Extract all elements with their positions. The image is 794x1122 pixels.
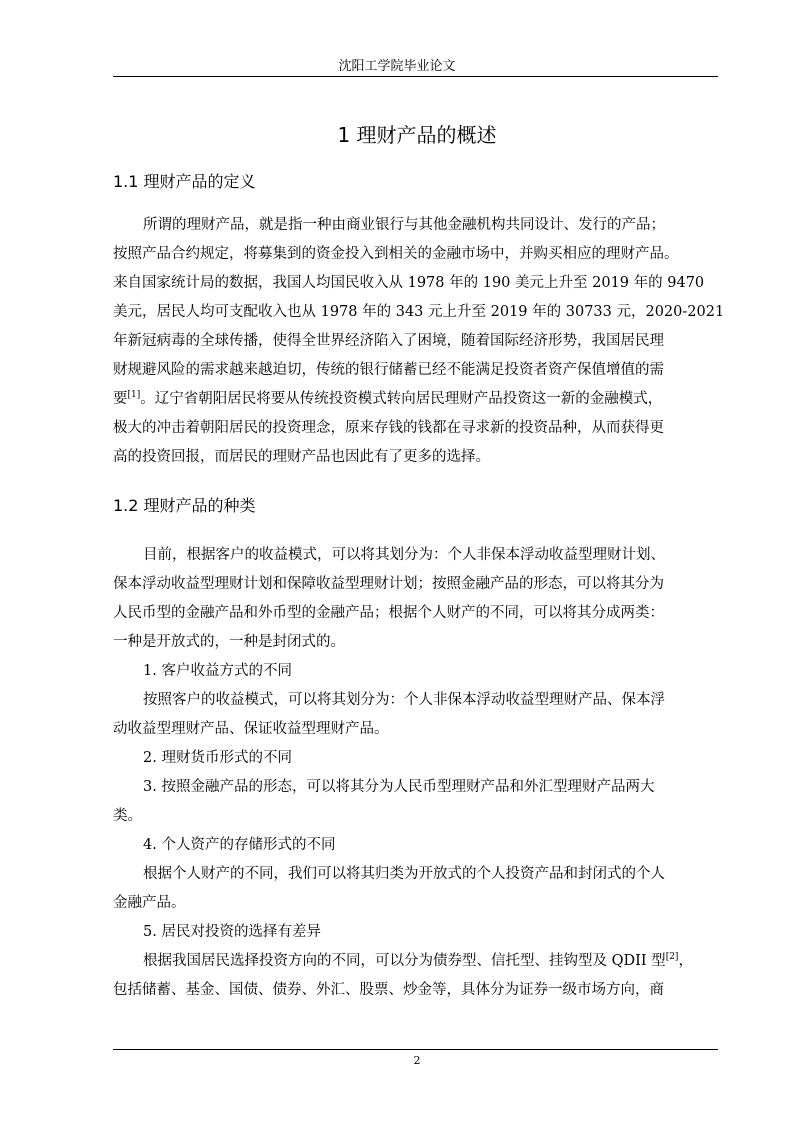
section-title-1-2: 1.2 理财产品的种类 xyxy=(113,496,256,515)
paragraph-line: 类。 xyxy=(113,808,142,824)
list-item-heading: 1. 客户收益方式的不同 xyxy=(143,663,292,679)
running-header: 沈阳工学院毕业论文 xyxy=(338,59,456,74)
paragraph-line: 美元，居民人均可支配收入也从 1978 年的 343 元上升至 2019 年的 30733 元，2020-2021 xyxy=(113,304,725,320)
paragraph-line: 极大的冲击着朝阳居民的投资理念，原来存钱的钱都在寻求新的投资品种，从而获得更 xyxy=(113,420,664,436)
section-1-2-body xyxy=(113,541,718,1005)
paragraph-line: 按照客户的收益模式，可以将其划分为：个人非保本浮动收益型理财产品、保本浮 xyxy=(143,692,665,708)
paragraph-line: 目前，根据客户的收益模式，可以将其划分为：个人非保本浮动收益型理财计划、 xyxy=(143,547,665,563)
list-item-heading: 5. 居民对投资的选择有差异 xyxy=(143,924,321,940)
paragraph-line: 根据个人财产的不同，我们可以将其归类为开放式的个人投资产品和封闭式的个人 xyxy=(143,866,665,882)
page-number: 2 xyxy=(413,1054,421,1067)
header-divider xyxy=(113,76,718,77)
paragraph-line: 保本浮动收益型理财计划和保障收益型理财计划；按照金融产品的形态，可以将其分为 xyxy=(113,576,664,592)
section-1-1-body xyxy=(113,211,725,472)
paragraph-line: 所谓的理财产品，就是指一种由商业银行与其他金融机构共同设计、发行的产品； xyxy=(143,217,665,233)
section-title-1-1: 1.1 理财产品的定义 xyxy=(113,172,256,191)
paragraph-line: 按照产品合约规定，将募集到的资金投入到相关的金融市场中，并购买相应的理财产品。 xyxy=(113,246,679,262)
chapter-title: 1 理财产品的概述 xyxy=(337,123,497,147)
citation-ref-2[interactable]: [2] xyxy=(665,952,679,962)
text-run: 。辽宁省朝阳居民将要从传统投资模式转向居民理财产品投资这一新的金融模式， xyxy=(140,391,663,407)
paragraph-line: 高的投资回报，而居民的理财产品也因此有了更多的选择。 xyxy=(113,449,490,465)
paragraph-line: 财规避风险的需求越来越迫切，传统的银行储蓄已经不能满足投资者资产保值增值的需 xyxy=(113,362,664,378)
paragraph-line: 来自国家统计局的数据，我国人均国民收入从 1978 年的 190 美元上升至 2019 年的 9470 xyxy=(113,275,705,291)
paragraph-line: 金融产品。 xyxy=(113,895,186,911)
footer-divider xyxy=(113,1049,718,1050)
paragraph-line: 人民币型的金融产品和外币型的金融产品；根据个人财产的不同，可以将其分成两类： xyxy=(113,605,664,621)
text-run: 根据我国居民选择投资方向的不同，可以分为债券型、信托型、挂钩型及 QDII 型 xyxy=(143,953,666,969)
paragraph-line: 包括储蓄、基金、国债、债券、外汇、股票、炒金等，具体分为证券一级市场方向，商 xyxy=(113,982,664,998)
paragraph-line xyxy=(113,385,718,414)
paragraph-line: 一种是开放式的，一种是封闭式的。 xyxy=(113,634,345,650)
paragraph-line: 年新冠病毒的全球传播，使得全世界经济陷入了困境，随着国际经济形势，我国居民理 xyxy=(113,333,664,349)
list-item-heading: 4. 个人资产的存储形式的不同 xyxy=(143,837,336,853)
paragraph-line: 动收益型理财产品、保证收益型理财产品。 xyxy=(113,721,389,737)
text-run: ， xyxy=(678,953,693,969)
citation-ref-1[interactable]: [1] xyxy=(127,390,141,400)
text-run: 要 xyxy=(113,391,128,407)
list-item-heading: 2. 理财货币形式的不同 xyxy=(143,750,292,766)
paragraph-line xyxy=(113,947,718,976)
list-item-heading: 3. 按照金融产品的形态，可以将其分为人民币型理财产品和外汇型理财产品两大 xyxy=(143,779,655,795)
